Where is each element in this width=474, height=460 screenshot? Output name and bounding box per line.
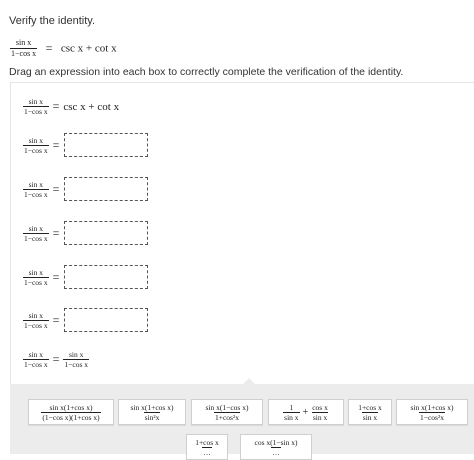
tray-pointer bbox=[242, 378, 256, 385]
tile-numerator: sin x(1+cos x) bbox=[410, 402, 454, 412]
expression-tile[interactable] bbox=[240, 434, 312, 460]
step-rhs: csc x + cot x bbox=[63, 100, 120, 113]
equals-sign: = bbox=[52, 181, 60, 196]
tile-numerator: 1+cos x bbox=[358, 402, 382, 412]
equals-sign: = bbox=[52, 269, 60, 284]
equals-sign: = bbox=[52, 137, 60, 152]
step-row bbox=[23, 221, 148, 245]
drop-box-5[interactable] bbox=[64, 308, 148, 332]
tile-denominator: sin²x bbox=[144, 412, 160, 422]
identity-lhs-fraction bbox=[10, 38, 37, 59]
instruction-verify: Verify the identity. bbox=[9, 15, 96, 27]
step-lhs-fraction bbox=[23, 97, 49, 116]
instruction-drag: Drag an expression into each box to correctly complete the verification of the identity. bbox=[9, 66, 404, 78]
tile-denominator: sin x bbox=[312, 412, 328, 422]
step-lhs-denominator: 1−cos x bbox=[24, 233, 48, 243]
expression-tile[interactable] bbox=[396, 399, 468, 425]
tile-fraction bbox=[41, 403, 100, 422]
expression-tile[interactable] bbox=[186, 434, 228, 460]
drop-box-1[interactable] bbox=[64, 133, 148, 157]
identity-lhs-denominator: 1−cos x bbox=[11, 49, 37, 58]
step-lhs-fraction bbox=[23, 350, 49, 369]
step-lhs-denominator: 1−cos x bbox=[24, 360, 48, 369]
step-lhs-numerator: sin x bbox=[28, 310, 43, 320]
drop-box-2[interactable] bbox=[64, 177, 148, 201]
step-lhs-denominator: 1−cos x bbox=[24, 145, 48, 155]
step-rhs-numerator: sin x bbox=[69, 350, 84, 359]
step-lhs-numerator: sin x bbox=[28, 223, 43, 233]
tile-numerator: 1 bbox=[289, 402, 294, 412]
equals-sign: = bbox=[52, 225, 60, 240]
tile-denominator: 1+cos²x bbox=[215, 412, 239, 422]
tile-denominator: sin x bbox=[284, 412, 299, 422]
expression-tile[interactable] bbox=[191, 399, 263, 425]
expression-tile[interactable] bbox=[118, 399, 186, 425]
identity-rhs: csc x + cot x bbox=[60, 42, 117, 55]
step-rhs-denominator: 1−cos x bbox=[64, 360, 88, 369]
tile-denominator: sin x bbox=[362, 412, 378, 422]
tile-denominator: … bbox=[203, 447, 211, 457]
tile-fraction bbox=[410, 403, 455, 422]
step-rhs-fraction bbox=[63, 350, 89, 369]
given-identity bbox=[10, 38, 117, 59]
expression-tile[interactable] bbox=[348, 399, 392, 425]
tile-denominator: 1−cos²x bbox=[420, 412, 444, 422]
step-row bbox=[23, 97, 119, 116]
step-lhs-fraction bbox=[23, 180, 49, 199]
plus-sign: + bbox=[302, 406, 309, 418]
verification-panel bbox=[10, 82, 474, 385]
step-row bbox=[23, 350, 89, 369]
expression-tile[interactable] bbox=[28, 399, 114, 425]
tile-denominator: (1−cos x)(1+cos x) bbox=[42, 412, 100, 422]
step-lhs-numerator: sin x bbox=[28, 350, 43, 359]
equals-sign: = bbox=[52, 352, 60, 366]
equals-sign: = bbox=[52, 312, 60, 327]
tile-denominator: … bbox=[272, 447, 280, 457]
identity-lhs-numerator: sin x bbox=[15, 38, 32, 47]
step-row bbox=[23, 265, 148, 289]
drop-box-4[interactable] bbox=[64, 265, 148, 289]
tile-numerator: 1+cos x bbox=[195, 437, 219, 447]
step-lhs-denominator: 1−cos x bbox=[24, 320, 48, 330]
tile-numerator: sin x(1+cos x) bbox=[130, 402, 174, 412]
step-row bbox=[23, 133, 148, 157]
equals-sign: = bbox=[52, 99, 60, 113]
step-lhs-fraction bbox=[23, 224, 49, 243]
tile-fraction bbox=[357, 403, 383, 422]
step-lhs-numerator: sin x bbox=[28, 179, 43, 189]
tile-fraction bbox=[311, 403, 329, 422]
tile-fraction bbox=[283, 403, 299, 422]
tile-numerator: sin x(1+cos x) bbox=[49, 402, 93, 412]
step-row bbox=[23, 177, 148, 201]
step-lhs-denominator: 1−cos x bbox=[24, 107, 48, 116]
step-lhs-denominator: 1−cos x bbox=[24, 189, 48, 199]
tile-numerator: cos x(1−sin x) bbox=[254, 437, 298, 447]
step-lhs-fraction bbox=[23, 311, 49, 330]
drop-box-3[interactable] bbox=[64, 221, 148, 245]
expression-tile[interactable] bbox=[268, 399, 344, 425]
step-row bbox=[23, 308, 148, 332]
tile-numerator: cos x bbox=[312, 402, 328, 412]
step-lhs-fraction bbox=[23, 268, 49, 287]
tile-fraction bbox=[130, 403, 175, 422]
step-lhs-fraction bbox=[23, 136, 49, 155]
expression-tray bbox=[10, 384, 474, 457]
step-lhs-denominator: 1−cos x bbox=[24, 277, 48, 287]
tile-fraction bbox=[205, 403, 250, 422]
tile-numerator: sin x(1−cos x) bbox=[205, 402, 249, 412]
step-lhs-numerator: sin x bbox=[28, 135, 43, 145]
step-lhs-numerator: sin x bbox=[28, 267, 43, 277]
step-lhs-numerator: sin x bbox=[28, 97, 43, 106]
equals-sign: = bbox=[45, 41, 53, 55]
